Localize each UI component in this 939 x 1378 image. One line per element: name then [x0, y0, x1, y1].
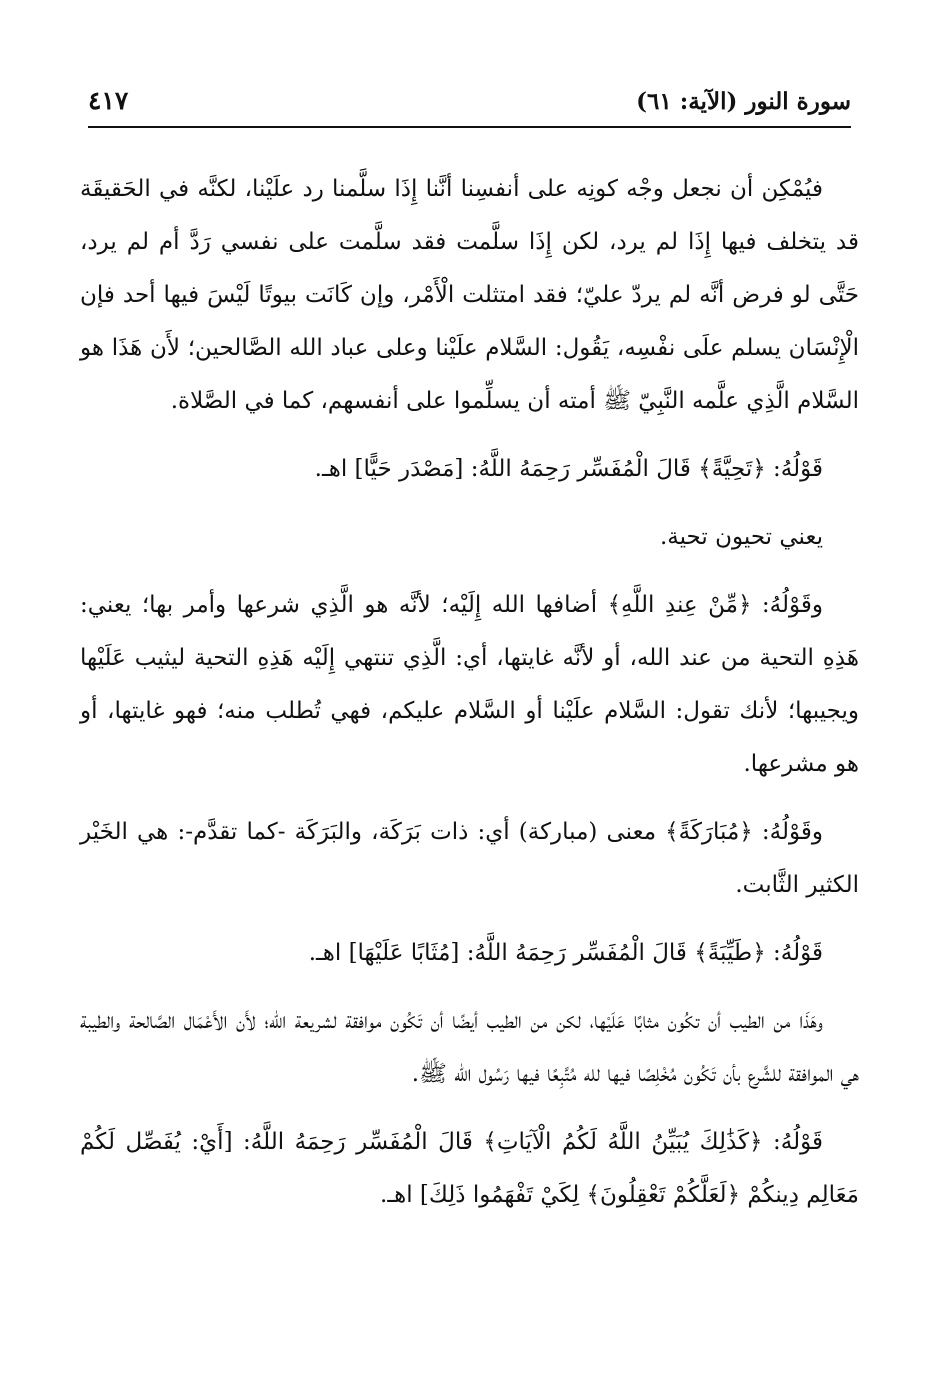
paragraph-tayyibah-explanation: وهَذَا من الطيب أن تكُون مثابًا عَلَيْها، لكن من الطيب أيضًا أن تَكُون موافقة لشريعة الله؛ لأَن الأَعْمَال الصَّالحة والطيبة هي الموافقة للشَّرع بأن تَكُون مُخْلِصًا فيها لله مُتَّبِعًا فيها رَسُول الله ﷺ.: [80, 1008, 859, 1087]
paragraph-mubarakah: وقَوْلُهُ: ﴿مُبَارَكَةً﴾ معنى (مباركة) أي: ذات بَرَكَة، والبَرَكَة -كما تقدَّم-: هي الخَيْر الكثير الثَّابت.: [80, 819, 859, 898]
paragraph-kadhalika: قَوْلُهُ: ﴿كَذَٰلِكَ يُبَيِّنُ اللَّهُ لَكُمُ الْآيَاتِ﴾ قَالَ الْمُفَسِّر رَحِمَهُ اللَّهُ: [أَيْ: يُفَصِّل لَكُمْ مَعَالِم دِينكُمْ ﴿لَعَلَّكُمْ تَعْقِلُونَ﴾ لِكَيْ تَفْهَمُوا ذَلِكَ] اهـ.: [80, 1129, 859, 1208]
page-number: ٤١٧: [88, 86, 129, 115]
paragraph-tahiyyah-meaning: يعني تحيون تحية.: [659, 524, 823, 550]
paragraph-min-indillah: وقَوْلُهُ: ﴿مِّنْ عِندِ اللَّهِ﴾ أضافها الله إِلَيْه؛ لأنَّه هو الَّذِي شرعها وأمر بها؛ يعني: هَذِهِ التحية من عند الله، أو لأنَّه غايتها، أي: الَّذِي تنتهي إِلَيْه هَذِهِ التحية ليثيب عَلَيْها ويجيبها؛ لأنك تقول: السَّلام علَيْنا أو السَّلام عليكم، فهي تُطلب منه؛ فهو غايتها، أو هو مشرعها.: [80, 592, 859, 777]
page-body: [80, 163, 859, 1222]
paragraph-tayyibah: قَوْلُهُ: ﴿طَيِّبَةً﴾ قَالَ الْمُفَسِّر رَحِمَهُ اللَّهُ: [مُثَابًا عَلَيْهَا] اهـ.: [308, 940, 823, 966]
header-divider: [88, 126, 851, 128]
paragraph-tahiyyah: قَوْلُهُ: ﴿تَحِيَّةً﴾ قَالَ الْمُفَسِّر رَحِمَهُ اللَّهُ: [مَصْدَر حَيًّا] اهـ.: [314, 456, 823, 482]
paragraph-intro: فيُمْكِن أن نجعل وجْه كونِه على أنفسِنا أنَّنا إِذَا سلَّمنا رد علَيْنا، لكنَّه في الحَقيقَة قد يتخلف فيها إِذَا لم يرد، لكن إِذَا سلَّمت فقد سلَّمت على نفسي رَدَّ أم لم يرد، حَتَّى لو فرض أنَّه لم يردّ عليّ؛ فقد امتثلت الْأَمْر، وإن كَانَت بيوتًا لَيْسَ فيها أحد فإن الْإِنْسَان يسلم علَى نفْسِه، يَقُول: السَّلام علَيْنا وعلى عباد الله الصَّالحين؛ لأَن هَذَا هو السَّلام الَّذِي علَّمه النَّبِيّ ﷺ أمته أن يسلِّموا على أنفسهم، كما في الصَّلاة.: [80, 176, 859, 414]
surah-title: سورة النور (الآية: ٦١): [636, 88, 851, 115]
page-header: [88, 80, 851, 126]
